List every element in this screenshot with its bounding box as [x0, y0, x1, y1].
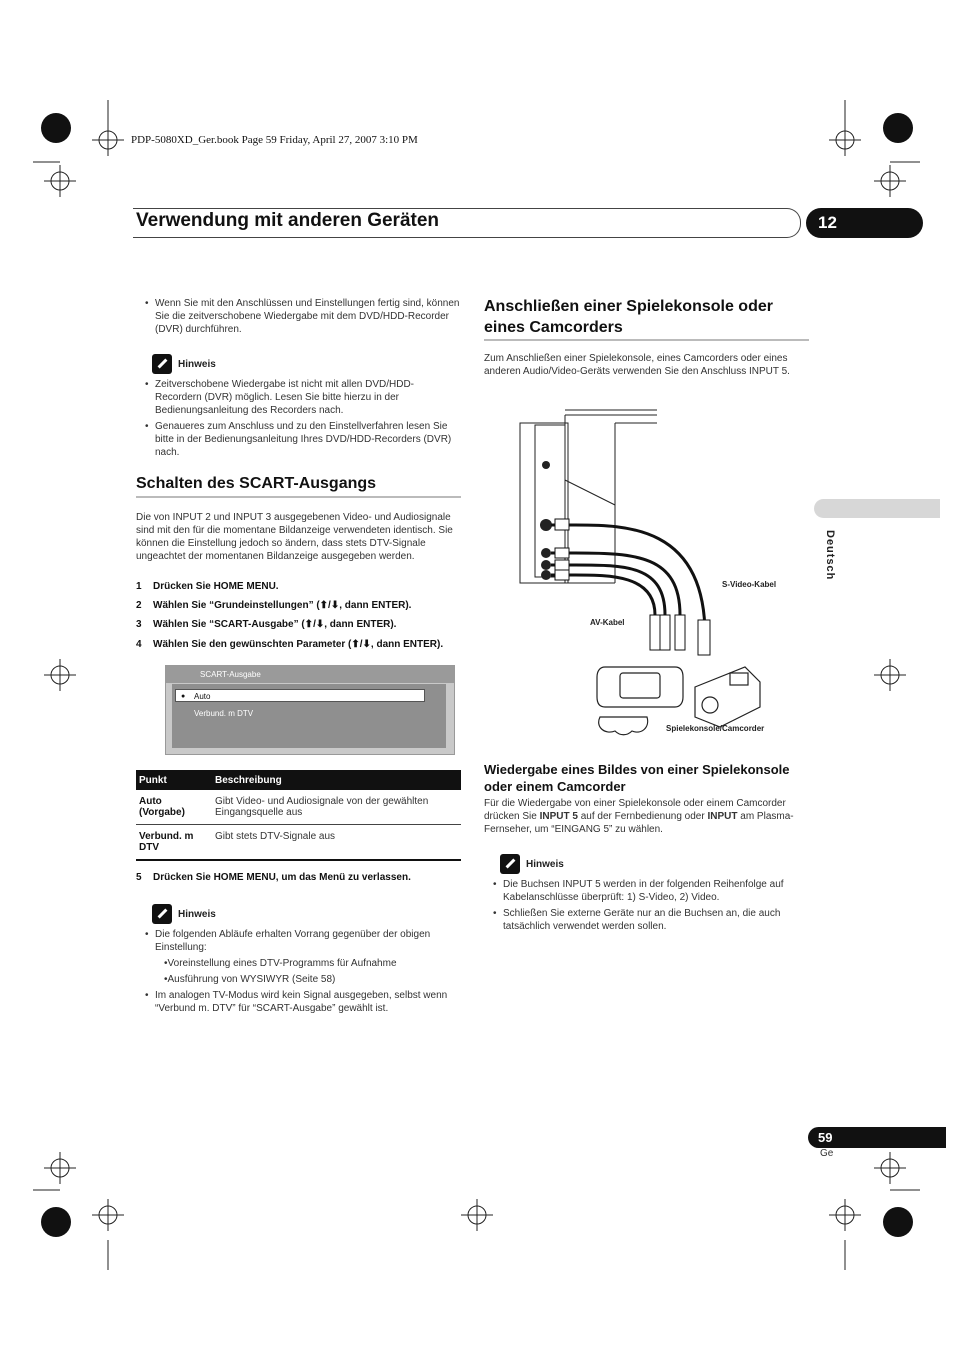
- note-pencil-icon: [500, 854, 520, 874]
- note3-list: [493, 878, 811, 933]
- table-header-cell: Punkt: [136, 770, 212, 790]
- step-4: 4 Wählen Sie den gewünschten Parameter (⬆/⬇, dann ENTER).: [136, 639, 444, 650]
- menu-option: Verbund. m DTV: [194, 709, 254, 718]
- list-item: • Die Buchsen INPUT 5 werden in der folgenden Reihenfolge auf Kabelanschlüsse überprüft: 1) S-Video, 2) Video.: [493, 878, 811, 904]
- subsection-text: Für die Wiedergabe von einer Spielekonsole oder einem Camcorder drücken Sie INPUT 5 auf der Fernbedienung oder INPUT am Plasma-Fernseher, um “EINGANG 5” zu wählen.: [484, 798, 794, 835]
- note-pencil-icon: [152, 354, 172, 374]
- table-header: [136, 770, 461, 790]
- list-item: • Im analogen TV-Modus wird kein Signal ausgegeben, selbst wenn “Verbund m. DTV” für “SCART-Ausgabe” gewählt ist.: [145, 989, 463, 1015]
- device-label: Spielekonsole/Camcorder: [666, 724, 765, 733]
- step-2: 2 Wählen Sie “Grundeinstellungen” (⬆/⬇, dann ENTER).: [136, 600, 412, 611]
- menu-selected-option: ● Auto: [175, 689, 425, 702]
- language-label: Deutsch: [824, 530, 836, 581]
- language-tab: [814, 499, 940, 518]
- scart-menu-screenshot: [165, 665, 455, 755]
- table-row: [136, 825, 461, 861]
- list-item: •Ausführung von WYSIWYR (Seite 58): [164, 974, 336, 985]
- table-header-cell: Beschreibung: [212, 770, 461, 790]
- section-text-console: Zum Anschließen einer Spielekonsole, eines Camcorders oder eines anderen Audio/Video-Geräts verwenden Sie den Anschluss INPUT 5.: [484, 353, 790, 377]
- note-label: Hinweis: [526, 858, 564, 870]
- note-heading: [152, 904, 216, 924]
- table-row: [136, 790, 461, 825]
- chapter-badge: 12: [806, 208, 923, 238]
- menu-body: [172, 684, 446, 748]
- list-item: • Genaueres zum Anschluss und zu den Einstellverfahren lesen Sie bitte in der Bedienungsanleitung Ihres DVD/HDD-Recorders (DVR) nach.: [145, 420, 460, 459]
- list-item: •Voreinstellung eines DTV-Programms für Aufnahme: [164, 958, 397, 969]
- page-title: Verwendung mit anderen Geräten: [136, 210, 440, 231]
- intro-bullet: • Wenn Sie mit den Anschlüssen und Einstellungen fertig sind, können Sie die zeitverschobene Wiedergabe mit dem DVD/HDD-Recorder (DVR) durchführen.: [145, 297, 470, 336]
- divider: [136, 496, 461, 498]
- note-label: Hinweis: [178, 358, 216, 370]
- page-number: 59: [808, 1127, 946, 1148]
- settings-table: [136, 770, 461, 861]
- table-cell-desc: Gibt stets DTV-Signale aus: [212, 825, 461, 861]
- note-heading: [152, 354, 216, 374]
- svideo-cable-label: S-Video-Kabel: [722, 580, 777, 589]
- table-cell-desc: Gibt Video- und Audiosignale von der gewählten Eingangsquelle aus: [212, 790, 461, 825]
- book-line: PDP-5080XD_Ger.book Page 59 Friday, April 27, 2007 3:10 PM: [131, 134, 418, 146]
- section-title-scart: Schalten des SCART-Ausgangs: [136, 475, 377, 492]
- table-cell-key: Auto (Vorgabe): [136, 790, 212, 825]
- step-5: 5 Drücken Sie HOME MENU, um das Menü zu verlassen.: [136, 872, 411, 883]
- note2-list: [145, 928, 463, 1015]
- note-pencil-icon: [152, 904, 172, 924]
- step-1: 1 Drücken Sie HOME MENU.: [136, 581, 279, 592]
- note-heading: [500, 854, 564, 874]
- av-cable-label: AV-Kabel: [590, 618, 625, 627]
- note-label: Hinweis: [178, 908, 216, 920]
- section-title-console: Anschließen einer Spielekonsole oder eines Camcorders: [484, 298, 773, 336]
- note1-list: [145, 378, 460, 459]
- connection-diagram: [515, 405, 790, 750]
- section-text-scart: Die von INPUT 2 und INPUT 3 ausgegebenen Video- und Audiosignale sind mit den für die momentane Bildanzeige verwendeten identisch. Sie können die Einstellung jedoch so ändern, dass stets DTV-Signale ungeachtet der momentanen Bildanzeige ausgegeben werden.: [136, 512, 453, 562]
- table-cell-key: Verbund. m DTV: [136, 825, 212, 861]
- list-item: • Schließen Sie externe Geräte nur an die Buchsen an, die auch tatsächlich verwendet werden sollen.: [493, 907, 811, 933]
- divider: [484, 339, 809, 341]
- subsection-title: Wiedergabe eines Bildes von einer Spielekonsole oder einem Camcorder: [484, 762, 790, 794]
- menu-title: SCART-Ausgabe: [166, 666, 454, 683]
- list-item: • Die folgenden Abläufe erhalten Vorrang gegenüber der obigen Einstellung:: [145, 928, 463, 954]
- list-item: • Zeitverschobene Wiedergabe ist nicht mit allen DVD/HDD-Recordern (DVR) möglich. Lesen Sie bitte hierzu in der Bedienungsanleitung des Recorders nach.: [145, 378, 460, 417]
- page-language-code: Ge: [820, 1148, 834, 1159]
- step-3: 3 Wählen Sie “SCART-Ausgabe” (⬆/⬇, dann ENTER).: [136, 619, 397, 630]
